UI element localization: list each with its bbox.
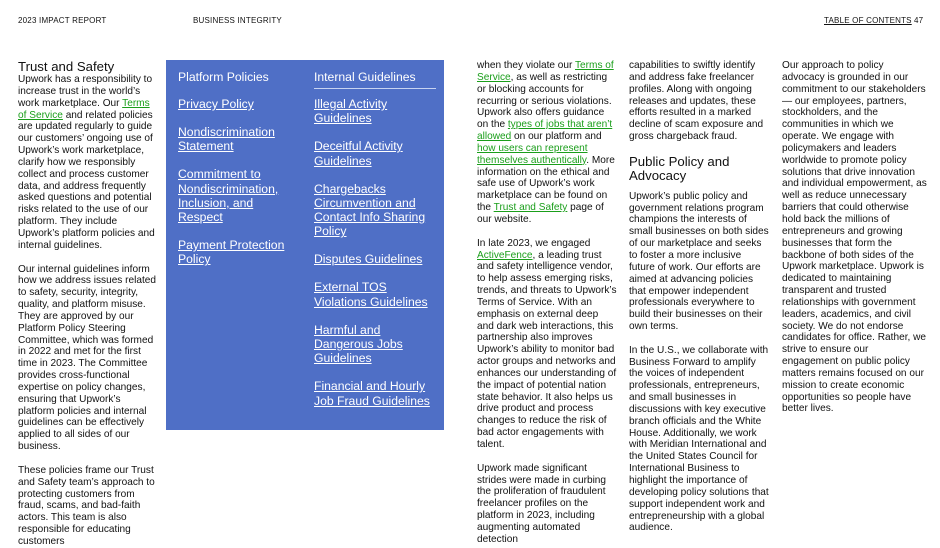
section-title: BUSINESS INTEGRITY <box>193 16 282 25</box>
policies-panel <box>166 60 444 430</box>
guideline-link-disputes[interactable]: Disputes Guidelines <box>314 252 423 267</box>
guideline-link-deceitful-activity[interactable]: Deceitful Activity Guidelines <box>314 139 403 168</box>
paragraph-policy-program: Upwork’s public policy and government relations program champions the interests of small businesses on both sides of our marketplace and seeks to foster a more inclusive future of work. Our efforts are aimed at advancing policies that empower independent professionals everywhere to build their businesses on their own terms. <box>629 190 769 333</box>
jobs-not-allowed-link[interactable]: types of jobs that aren’t allowed <box>477 119 613 143</box>
trust-and-safety-link[interactable]: Trust and Safety <box>493 202 568 214</box>
column-trust-and-safety <box>18 60 158 548</box>
platform-policies-heading: Platform Policies <box>178 70 269 84</box>
heading-public-policy: Public Policy and Advocacy <box>629 153 730 183</box>
text: and related policies are updated regularly to guide our customers’ ongoing use of Upwork’s work marketplace, clarify how we responsibly collect and process customer data, and address frequently asked questions and potential risks related to the use of our platform. They include Upwork’s platform policies and internal guidelines. <box>18 109 155 251</box>
text: when they violate our <box>477 60 576 71</box>
paragraph-fraud-strides: Upwork made significant strides were made in curbing the proliferation of fraudulent freelancer profiles on the platform in 2023, including augmenting automated detection <box>477 462 607 545</box>
policy-link-payment-protection[interactable]: Payment Protection Policy <box>178 238 285 267</box>
heading-trust-and-safety: Trust and Safety <box>18 59 115 74</box>
text: on our platform and <box>511 131 602 143</box>
guideline-link-harmful-jobs[interactable]: Harmful and Dangerous Jobs Guidelines <box>314 322 403 366</box>
text: page of our website. <box>477 202 604 225</box>
paragraph-activefence <box>477 238 617 451</box>
text: In late 2023, we engaged <box>477 237 591 249</box>
guideline-link-illegal-activity[interactable]: Illegal Activity Guidelines <box>314 97 388 126</box>
terms-of-service-link[interactable]: Terms of Service <box>18 97 150 121</box>
text: . More information on the ethical and safe use of Upwork’s work marketplace can be found on the <box>477 154 615 214</box>
heading-divider <box>314 88 436 89</box>
policy-link-commitment-nondiscrimination[interactable]: Commitment to Nondiscrimination, Inclusion, and Respect <box>178 167 279 225</box>
policy-link-privacy[interactable]: Privacy Policy <box>178 97 254 111</box>
policy-link-nondiscrimination-statement[interactable]: Nondiscrimination Statement <box>178 124 275 154</box>
text: , a leading trust and safety intelligence vendor, to help assess emerging risks, trends, and threats to Upwork’s Terms of Service. With an emphasis on external deep and dark web interactions, this partnership also improves Upwork’s ability to monitor bad actor groups and networks and enhances our understanding of the impact of potential nation state behavior. It also helps us drive product and process changes to reduce the risk of bad actor engagements with talent. <box>477 249 617 450</box>
report-title: 2023 IMPACT REPORT <box>18 16 107 25</box>
table-of-contents-link[interactable]: TABLE OF CONTENTS <box>824 16 912 25</box>
column-trust-continued <box>477 60 617 546</box>
terms-of-service-link-2[interactable]: Terms of Service <box>477 60 614 83</box>
paragraph-fake-profiles: capabilities to swiftly identify and address fake freelancer profiles. Along with ongoing releases and updates, these efforts resulted in a marked decline of scam exposure and gross chargeback fraud. <box>629 60 764 143</box>
paragraph-internal-guidelines: Our internal guidelines inform how we address issues related to safety, security, integrity, quality, and platform misuse. They are approved by our Platform Policy Steering Committee, which was formed in 2022 and met for the first time in 2023. The Committee provides cross-functional expertise on policy changes, ensuring that Upwork’s platform policies and internal guidelines can be effectively applied to all sides of our business. <box>18 263 157 453</box>
guideline-link-job-fraud[interactable]: Financial and Hourly Job Fraud Guidelines <box>314 379 430 408</box>
page-number: 47 <box>914 16 924 25</box>
guideline-link-chargebacks[interactable]: Chargebacks Circumvention and Contact Info Sharing Policy <box>314 181 426 239</box>
internal-guidelines-heading: Internal Guidelines <box>314 70 416 84</box>
column-advocacy-approach <box>782 60 927 415</box>
paragraph-intro <box>18 74 158 252</box>
activefence-link[interactable]: ActiveFence <box>477 249 533 261</box>
internal-guidelines-list <box>314 97 438 422</box>
platform-policies-list <box>178 97 296 280</box>
text: , as well as restricting or blocking accounts for recurring or serious violations. Upwork also offers guidance on the <box>477 71 612 131</box>
guideline-link-external-tos[interactable]: External TOS Violations Guidelines <box>314 280 428 309</box>
text: Upwork has a responsibility to increase trust in the world’s work marketplace. Our <box>18 74 153 109</box>
paragraph-violations <box>477 60 617 226</box>
paragraph-policies-frame: These policies frame our Trust and Safety team’s approach to protecting customers from fraud, scams, and bad-faith actors. This team is also responsible for educating customers <box>18 464 155 547</box>
represent-authentically-link[interactable]: how users can represent themselves authentically <box>477 142 588 166</box>
paragraph-us-collaboration: In the U.S., we collaborate with Business Forward to amplify the voices of independent professionals, entrepreneurs, and small businesses in discussions with key executive branch officials and the White House. Additionally, we work with Meridian International and the United States Council for International Business to highlight the importance of developing policy solutions that support independent work and entrepreneurship with a global audience. <box>629 344 769 534</box>
paragraph-advocacy: Our approach to policy advocacy is grounded in our commitment to our stakeholders — our employees, partners, stockholders, and the communities in which we operate. We engage with policymakers and leaders worldwide to promote policy solutions that drive innovation and individual empowerment, as well as reduce unnecessary barriers that could otherwise hold back the millions of entrepreneurs and growing businesses that form the backbone of both sides of the Upwork marketplace. Upwork is dedicated to maintaining transparent and trusted relationships with government leaders, academics, and civil society. We do not endorse candidates for office. Rather, we strive to ensure our engagement on public policy matters remains focused on our mission to create economic opportunities so people have better lives. <box>782 60 927 415</box>
column-public-policy <box>629 60 769 534</box>
